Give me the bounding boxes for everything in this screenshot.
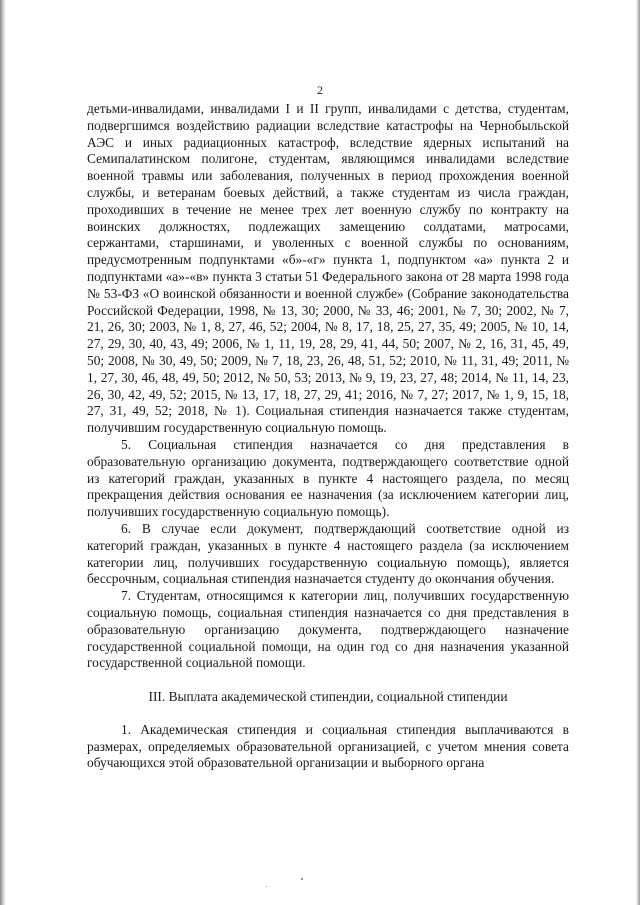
paragraph-item-5: 5. Социальная стипендия назначается со дня представления в образовательную организацию документа, подтверждающего соответствие одной из категорий граждан, указанных в пункте 4 настоящего раздела, по месяц прекращения действия основания ее назначения (за исключением категории лиц, получивших государственную социальную помощь). xyxy=(87,436,569,520)
scan-edge-left xyxy=(0,0,6,905)
paragraph-section-3-item-1: 1. Академическая стипендия и социальная стипендия выплачиваются в размерах, определяемых образовательной организацией, с учетом мнения совета обучающихся этой образовательной организации и выборного органа xyxy=(87,721,569,771)
document-body xyxy=(87,101,569,772)
scan-speck xyxy=(266,886,267,887)
scan-speck xyxy=(301,878,303,880)
paragraph-item-6: 6. В случае если документ, подтверждающий соответствие одной из категорий граждан, указанных в пункте 4 настоящего раздела (за исключением категории лиц, получивших государственную социальную помощь), является бессрочным, социальная стипендия назначается студенту до окончания обучения. xyxy=(87,520,569,587)
section-heading: III. Выплата академической стипендии, социальной стипендии xyxy=(148,689,508,705)
paragraph-continuation: детьми-инвалидами, инвалидами I и II групп, инвалидами с детства, студентам, подвергшимся воздействию радиации вследствие катастрофы на Чернобыльской АЭС и иных радиационных катастроф, вследствие ядерных испытаний на Семипалатинском полигоне, студентам, являющимся инвалидами вследствие военной травмы или заболевания, полученных в период прохождения военной службы, и ветеранам боевых действий, а также студентам из числа граждан, проходивших в течение не менее трех лет военную службу по контракту на воинских должностях, подлежащих замещению солдатами, матросами, сержантами, старшинами, и уволенных с военной службы по основаниям, предусмотренным подпунктами «б»-«г» пункта 1, подпунктом «а» пункта 2 и подпунктами «а»-«в» пункта 3 статьи 51 Федерального закона от 28 марта 1998 года № 53-ФЗ «О воинской обязанности и военной службе» (Собрание законодательства Российской Федерации, 1998, № 13, 30; 2000, № 33, 46; 2001, № 7, 30; 2002, № 7, 21, 26, 30; 2003, № 1, 8, 27, 46, 52; 2004, № 8, 17, 18, 25, 27, 35, 49; 2005, № 10, 14, 27, 29, 30, 40, 43, 49; 2006, № 1, 11, 19, 28, 29, 41, 44, 50; 2007, № 2, 16, 31, 45, 49, 50; 2008, № 30, 49, 50; 2009, № 7, 18, 23, 26, 48, 51, 52; 2010, № 11, 31, 49; 2011, № 1, 27, 30, 46, 48, 49, 50; 2012, № 50, 53; 2013, № 9, 19, 23, 27, 48; 2014, № 11, 14, 23, 26, 30, 42, 49, 52; 2015, № 13, 17, 18, 27, 29, 41; 2016, № 7, 27; 2017, № 1, 9, 15, 18, 27, 31, 49, 52; 2018, № 1). Социальная стипендия назначается также студентам, получившим государственную социальную помощь. xyxy=(87,101,569,436)
page-number: 2 xyxy=(317,83,323,97)
scan-edge-right xyxy=(636,0,640,905)
paragraph-item-7: 7. Студентам, относящимся к категории лиц, получивших государственную социальную помощь, социальная стипендия назначается со дня представления в образовательную организацию документа, подтверждающего назначение государственной социальной помощи, на один год со дня назначения указанной государственной социальной помощи. xyxy=(87,588,569,671)
